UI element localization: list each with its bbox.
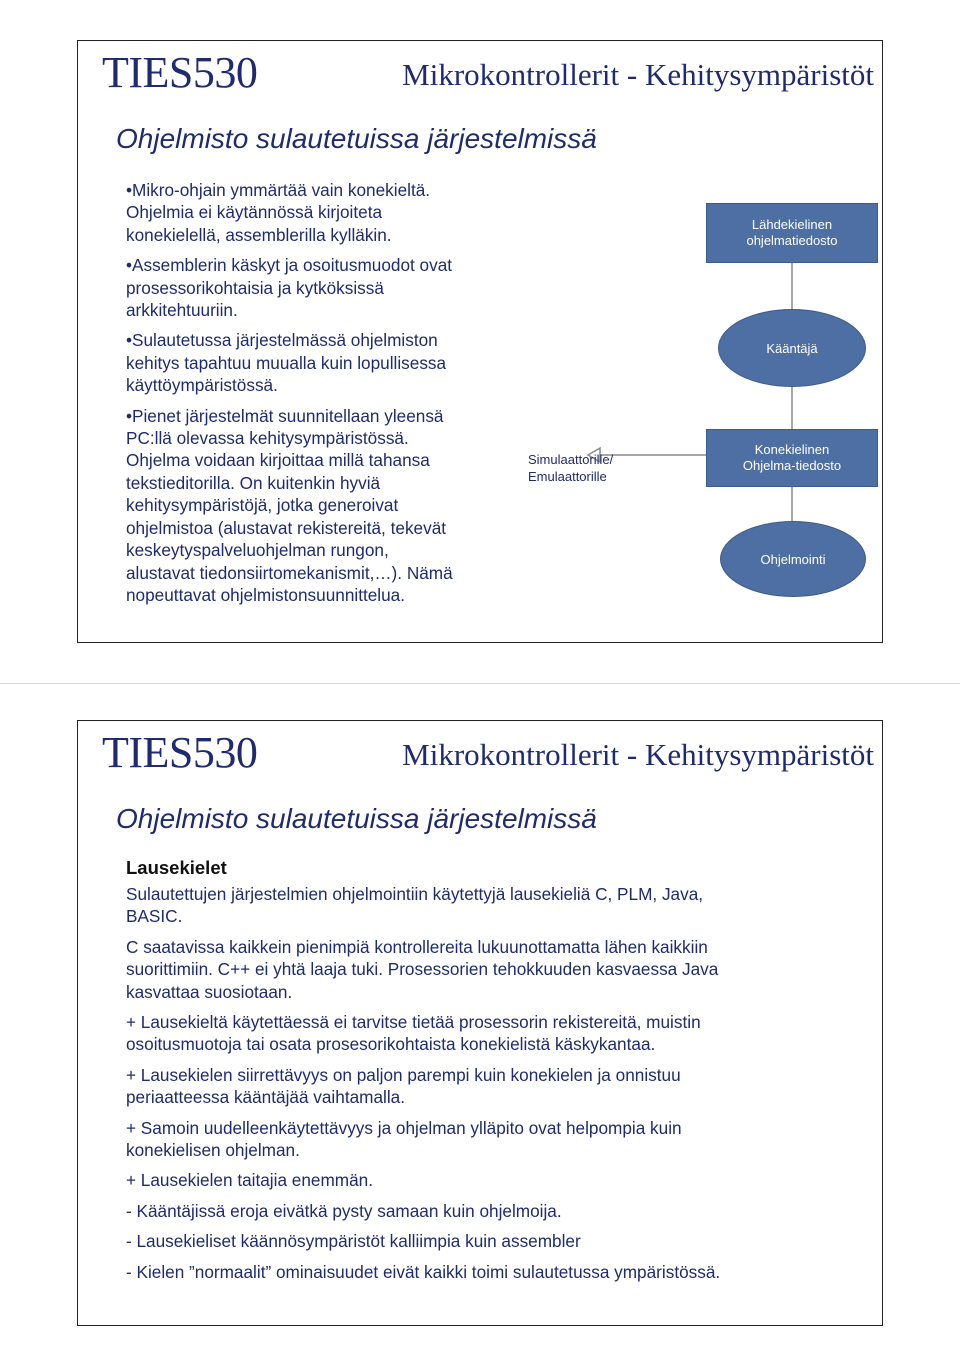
course-subject: Mikrokontrollerit - Kehitysympäristöt [402, 737, 874, 772]
paragraph [126, 1064, 866, 1109]
compiler-node [718, 309, 866, 387]
text-line: •Assemblerin käskyt ja osoitusmuodot ovat [126, 255, 453, 276]
box-label: Ohjelma-tiedosto [742, 458, 842, 473]
text-line: Sulautettujen järjestelmien ohjelmointiin käytettyjä lausekieliä C, PLM, Java, [126, 884, 704, 904]
bullet-paragraph [126, 405, 526, 607]
text-line: PC:llä olevassa kehitysympäristössä. [126, 428, 409, 449]
text-line: alustavat tiedonsiirtomekanismit,…). Nämä [126, 562, 453, 583]
text-line: periaatteessa kääntäjää vaihtamalla. [126, 1087, 405, 1108]
programming-node [720, 521, 866, 597]
slide-2 [77, 720, 883, 1326]
bullet-paragraph [126, 254, 526, 321]
text-line: + Lausekieltä käytettäessä ei tarvitse tietää prosessorin rekistereitä, muistin [126, 1012, 701, 1033]
text-line: + Samoin uudelleenkäytettävyys ja ohjelman ylläpito ovat helpompia kuin [126, 1117, 682, 1138]
bullet-paragraph [126, 179, 526, 246]
text-line: + Lausekielen taitajia enemmän. [126, 1170, 373, 1191]
toolchain-diagram [528, 201, 878, 601]
course-subject: Mikrokontrollerit - Kehitysympäristöt [402, 57, 874, 92]
text-line: nopeuttavat ohjelmistonsuunnittelua. [126, 584, 406, 605]
text-line: arkkitehtuuriin. [126, 300, 238, 321]
paragraph [126, 1011, 866, 1056]
text-line: konekielellä, assemblerilla kylläkin. [126, 224, 392, 245]
text-line: Ohjelma voidaan kirjoittaa millä tahansa [126, 450, 430, 471]
section-title: Lausekielet [126, 857, 227, 878]
text-line: kasvattaa suosiotaan. [126, 981, 293, 1002]
text-line: - Kielen ”normaalit” ominaisuudet eivät kaikki toimi sulautetussa ympäristössä. [126, 1261, 721, 1282]
simulator-label [528, 451, 613, 485]
bullet-paragraph [126, 329, 526, 396]
paragraph [126, 936, 866, 1003]
text-line: •Pienet järjestelmät suunnitellaan yleensä [126, 405, 444, 426]
text-line: konekielisen ohjelman. [126, 1140, 300, 1161]
text-line: Ohjelmia ei käytännössä kirjoiteta [126, 202, 383, 223]
node-label: Ohjelmointi [760, 551, 826, 567]
text-line: kehitysympäristöjä, jotka generoivat [126, 495, 399, 516]
paragraph [126, 883, 866, 928]
text-line: •Sulautetussa järjestelmässä ohjelmiston [126, 330, 438, 351]
source-file-box [706, 203, 878, 263]
text-line: prosessorikohtaisia ja kytköksissä [126, 277, 384, 298]
text-line: ohjelmistoa (alustavat rekistereitä, tekevät [126, 517, 447, 538]
page-separator [0, 683, 960, 684]
paragraph [126, 1117, 866, 1162]
node-label: Kääntäjä [766, 340, 818, 356]
text-line: - Lausekieliset käännösympäristöt kalliimpia kuin assembler [126, 1231, 581, 1252]
text-line: + Lausekielen siirrettävyys on paljon parempi kuin konekielen ja onnistuu [126, 1064, 681, 1085]
slide-heading: Ohjelmisto sulautetuissa järjestelmissä [116, 123, 597, 154]
text-line: suorittimiin. C++ ei yhtä laaja tuki. Prosessorien tehokkuuden kasvaessa Java [126, 959, 719, 980]
text-line: •Mikro-ohjain ymmärtää vain konekieltä. [126, 180, 431, 200]
slide-content [126, 857, 866, 1291]
text-line: kehitys tapahtuu muualla kuin lopullisessa [126, 352, 447, 373]
paragraph [126, 1230, 866, 1252]
course-code: TIES530 [102, 48, 258, 97]
label-line: Emulaattorille [528, 469, 607, 484]
box-label: Lähdekielinen [751, 217, 833, 232]
slide-1 [77, 40, 883, 643]
text-line: BASIC. [126, 906, 183, 927]
label-line: Simulaattorille/ [528, 452, 614, 467]
text-line: C saatavissa kaikkein pienimpiä kontrollereita lukuunottamatta lähen kaikkiin [126, 936, 708, 957]
paragraph [126, 1200, 866, 1222]
box-label: Konekielinen [754, 442, 830, 457]
paragraph [126, 1169, 866, 1191]
slide-heading: Ohjelmisto sulautetuissa järjestelmissä [116, 803, 597, 834]
course-code: TIES530 [102, 728, 258, 777]
text-line: tekstieditorilla. On kuitenkin hyviä [126, 472, 381, 493]
text-line: - Kääntäjissä eroja eivätkä pysty samaan kuin ohjelmoija. [126, 1200, 562, 1221]
box-label: ohjelmatiedosto [746, 233, 838, 248]
text-line: osoitusmuotoja tai osata prosesorikohtaista konekielistä käskykantaa. [126, 1034, 656, 1055]
text-line: käyttöympäristössä. [126, 375, 278, 396]
bullet-list [126, 179, 526, 614]
paragraph [126, 1261, 866, 1283]
text-line: keskeytyspalveluohjelman rungon, [126, 540, 389, 561]
object-file-box [706, 429, 878, 487]
